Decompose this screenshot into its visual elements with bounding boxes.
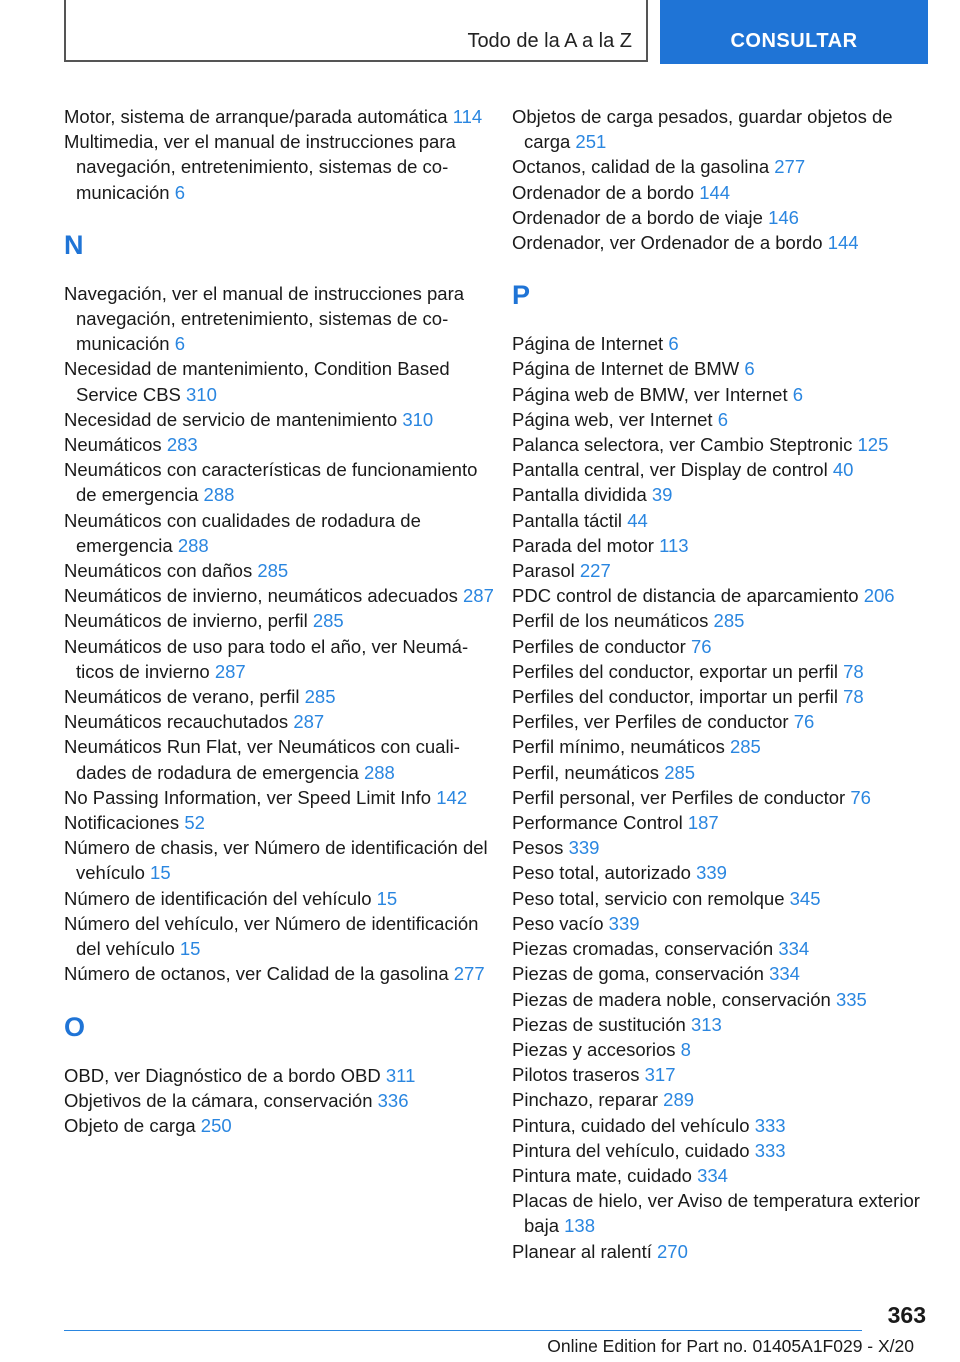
index-entry-text: Piezas cromadas, conservación [512,938,774,960]
page-reference-link[interactable]: 285 [664,761,696,783]
index-entry-text: Pesos [512,837,564,859]
index-entry-text: Número de octanos, ver Calidad de la gasolina [64,963,449,985]
index-entry-text: Neumáticos de invierno, neumáticos adecuados [64,585,458,607]
page-reference-link[interactable]: 114 [452,106,483,127]
index-entry-text: Página de Internet de BMW [512,358,740,380]
page-reference-link[interactable]: 76 [793,711,815,733]
page-number: 363 [887,1302,926,1328]
index-entry [512,205,924,230]
index-entry-text: Neumáticos Run Flat, ver Neumáticos con cualidades de rodadura de emergencia [64,736,460,783]
index-entry-text: OBD, ver Diagnóstico de a bordo OBD [64,1064,381,1086]
index-entry [512,961,924,986]
page-reference-link[interactable]: 311 [385,1064,416,1086]
page-reference-link[interactable]: 334 [778,938,810,960]
page-reference-link[interactable]: 287 [214,660,246,682]
index-entry-text: Neumáticos con daños [64,560,253,582]
page-reference-link[interactable]: 251 [575,131,607,153]
index-entry-text: Neumáticos con cualidades de rodadura de emergencia [64,509,421,556]
section-letter: N [64,229,84,260]
index-entry [64,608,494,633]
index-entry-text: Necesidad de mantenimiento, Condition Based Service CBS [64,358,450,405]
index-entry [512,407,924,432]
page-reference-link[interactable]: 78 [843,686,864,708]
index-entry-text: Neumáticos recauchutados [64,711,289,733]
index-entry-text: Perfil personal, ver Perfiles de conductor [512,786,846,808]
page-reference-link[interactable]: 250 [200,1114,232,1136]
index-entry [512,180,924,205]
index-entry [512,987,924,1012]
index-entry-text: Pantalla táctil [512,509,623,531]
index-entry-text: Parasol [512,560,575,582]
page-reference-link[interactable]: 310 [402,408,434,430]
page-reference-link[interactable]: 52 [184,812,205,834]
index-entry-text: Neumáticos de verano, perfil [64,686,300,708]
index-entry [512,230,924,255]
page-reference-link[interactable]: 288 [203,484,235,506]
page-reference-link[interactable]: 333 [754,1114,786,1136]
index-entry [512,835,924,860]
tab-consult[interactable] [660,0,928,64]
page-reference-link[interactable]: 339 [568,837,600,859]
index-entry-text: Pantalla central, ver Display de control [512,459,828,481]
header-tabs [64,0,928,64]
index-entry-text: Piezas de madera noble, conservación [512,988,831,1010]
page-reference-link[interactable]: 287 [463,585,494,607]
index-entry [512,860,924,885]
page-reference-link[interactable]: 142 [436,786,468,808]
index-entry [64,634,494,684]
index-entry [64,407,494,432]
page-reference-link[interactable]: 313 [690,1013,722,1035]
index-entry [512,508,924,533]
index-entry-text: Número de identificación del vehículo [64,887,372,909]
index-entry [64,583,494,608]
page-reference-link[interactable]: 227 [579,560,611,582]
page-reference-link[interactable]: 6 [717,408,728,430]
index-entry [512,1037,924,1062]
index-entry [512,886,924,911]
index-entry-text: Parada del motor [512,534,654,556]
index-entry [64,1088,494,1113]
index-entry-text: Octanos, calidad de la gasolina [512,156,770,178]
index-entry-text: Pintura, cuidado del vehículo [512,1114,750,1136]
index-entry-text: Perfiles de conductor [512,635,686,657]
index-entry-text: Piezas de sustitución [512,1013,686,1035]
page-reference-link[interactable]: 285 [729,736,761,758]
page-reference-link[interactable]: 287 [293,711,325,733]
page-reference-link[interactable]: 8 [680,1038,691,1060]
index-entry [512,659,924,684]
page-reference-link[interactable]: 6 [744,358,755,380]
index-entry [64,886,494,911]
page-reference-link[interactable]: 78 [843,660,864,682]
index-entry [64,1063,494,1088]
page-reference-link[interactable]: 285 [713,610,745,632]
index-entry-text: Número del vehículo, ver Número de identificación del vehículo [64,912,479,960]
page-reference-link[interactable]: 277 [774,156,806,178]
index-entry [512,1113,924,1138]
index-entry [512,1012,924,1037]
page-reference-link[interactable]: 6 [792,383,804,405]
index-entry [64,508,494,558]
index-entry [512,583,924,608]
index-entry-text: Objeto de carga [64,1114,196,1136]
index-entry-text: Navegación, ver el manual de instrucciones para navegación, entretenimiento, sistemas de comunicación [64,282,465,355]
index-entry [512,1188,924,1238]
page-reference-link[interactable]: 288 [177,534,209,556]
index-entry-text: Planear al ralentí [512,1240,652,1262]
index-entry-text: Perfiles, ver Perfiles de conductor [512,711,789,733]
index-entry [512,936,924,961]
index-entry [64,129,494,205]
index-entry [512,1062,924,1087]
index-entry-text: Palanca selectora, ver Cambio Steptronic [512,434,853,456]
page-reference-link[interactable]: 285 [312,610,344,632]
index-entry-text: Peso total, autorizado [512,862,691,884]
page-reference-link[interactable]: 144 [827,232,859,254]
page-reference-link[interactable]: 15 [376,887,398,909]
section-letter: O [64,1011,86,1042]
index-entry [64,835,494,885]
page-reference-link[interactable]: 339 [608,912,640,934]
index-entry [64,432,494,457]
index-entry [512,331,924,356]
tab-consult-label: CONSULTAR [730,30,858,52]
index-entry-text: PDC control de distancia de aparcamiento [512,585,859,607]
page-reference-link[interactable]: 15 [150,862,171,884]
index-entry-text: Notificaciones [64,812,180,834]
index-entry-text: Perfil, neumáticos [512,761,660,783]
page-reference-link[interactable]: 310 [186,383,217,405]
index-entry-text: Multimedia, ver el manual de instrucciones para navegación, entretenimiento, sistemas de comunicación [64,131,456,203]
index-entry-text: Perfiles del conductor, exportar un perfil [512,660,838,682]
index-entry [512,634,924,659]
index-entry [512,382,924,407]
index-entry [512,1239,924,1264]
index-entry-text: Performance Control [512,812,683,834]
index-entry [64,356,494,406]
index-entry [64,810,494,835]
index-entry [512,356,924,381]
index-column-right [512,104,924,1264]
index-entry-text: Necesidad de servicio de mantenimiento [64,408,398,430]
page-reference-link[interactable]: 40 [832,459,854,481]
page-reference-link[interactable]: 125 [857,434,889,456]
index-entry-text: Peso total, servicio con remolque [512,887,785,909]
page-reference-link[interactable]: 144 [699,181,731,203]
index-entry-text: Peso vacío [512,912,604,934]
page-reference-link[interactable]: 283 [166,434,198,456]
index-entry-text: Página web, ver Internet [512,408,713,430]
index-entry [512,1138,924,1163]
index-entry-text: Perfil mínimo, neumáticos [512,736,725,758]
index-entry-text: Objetos de carga pesados, guardar objetos de carga [512,106,893,153]
page-reference-link[interactable]: 146 [768,206,799,228]
index-entry-text: Ordenador de a bordo de viaje [512,206,763,228]
index-entry-text: Perfil de los neumáticos [512,610,709,632]
index-column-left [64,104,494,1138]
index-entry-text: Neumáticos de invierno, perfil [64,610,308,632]
page-reference-link[interactable]: 76 [850,786,871,808]
index-entry [64,281,494,357]
index-entry [512,1087,924,1112]
index-entry [512,760,924,785]
page-reference-link[interactable]: 285 [304,686,336,708]
index-entry-text: Neumáticos de uso para todo el año, ver Neumáticos de invierno [64,635,469,682]
index-entry [512,457,924,482]
tab-index-label: Todo de la A a la Z [467,30,632,52]
page-reference-link[interactable]: 288 [363,761,395,783]
index-entry [64,104,494,129]
page-reference-link[interactable]: 339 [696,862,727,884]
page-reference-link[interactable]: 270 [657,1240,688,1262]
index-entry [512,558,924,583]
index-entry-text: Pilotos traseros [512,1064,640,1086]
index-entry-text: Pantalla dividida [512,484,647,506]
index-entry [512,911,924,936]
index-entry [64,457,494,507]
index-entry [512,709,924,734]
index-entry [512,1163,924,1188]
index-entry [64,785,494,810]
index-entry-text: Perfiles del conductor, importar un perfil [512,686,838,708]
index-entry-text: Placas de hielo, ver Aviso de temperatura exterior baja [512,1190,920,1237]
page-reference-link[interactable]: 277 [453,963,485,985]
index-entry-text: Número de chasis, ver Número de identificación del vehículo [64,837,488,884]
page-reference-link[interactable]: 138 [564,1215,595,1237]
index-entry [512,432,924,457]
tab-index[interactable] [64,0,648,62]
page-reference-link[interactable]: 333 [754,1139,786,1161]
page-reference-link[interactable]: 15 [179,938,201,960]
index-entry-text: Objetivos de la cámara, conservación [64,1089,373,1111]
index-entry [512,154,924,179]
index-entry-text: Motor, sistema de arranque/parada automática [64,106,448,127]
edition-footer: Online Edition for Part no. 01405A1F029 - X/20 [547,1336,914,1356]
page-reference-link[interactable]: 6 [174,333,186,355]
section-letter: P [512,280,531,311]
page-reference-link[interactable]: 6 [668,333,679,355]
index-entry [512,785,924,810]
index-entry [512,608,924,633]
index-entry [512,482,924,507]
index-entry [512,734,924,759]
index-entry [64,709,494,734]
page-reference-link[interactable]: 334 [769,963,800,985]
index-entry-text: Ordenador, ver Ordenador de a bordo [512,232,823,254]
index-entry [512,533,924,558]
page-reference-link[interactable]: 289 [663,1089,695,1111]
index-entry [64,684,494,709]
index-entry-text: Ordenador de a bordo [512,181,695,203]
page-reference-link[interactable]: 336 [377,1089,409,1111]
page-reference-link[interactable]: 187 [687,812,719,834]
page-reference-link[interactable]: 6 [174,181,186,203]
index-entry [64,558,494,583]
page-reference-link[interactable]: 335 [835,988,867,1010]
index-entry-text: Neumáticos [64,434,162,456]
index-entry-text: Página web de BMW, ver Internet [512,383,788,405]
index-entry-text: Piezas y accesorios [512,1038,676,1060]
index-entry-text: Página de Internet [512,333,664,355]
index-entry-text: Piezas de goma, conservación [512,963,764,985]
page-reference-link[interactable]: 285 [257,560,289,582]
index-entry-text: No Passing Information, ver Speed Limit Info [64,786,432,808]
index-entry [512,810,924,835]
page-reference-link[interactable]: 317 [644,1064,676,1086]
index-entry [64,961,494,986]
page-reference-link[interactable]: 334 [697,1164,728,1186]
index-entry [512,104,924,154]
page-reference-link[interactable]: 44 [627,509,648,531]
footer-divider [64,1330,862,1331]
index-entry-text: Pintura mate, cuidado [512,1164,692,1186]
index-entry [64,1113,494,1138]
index-entry [64,911,494,961]
page-reference-link[interactable]: 39 [651,484,673,506]
page-reference-link[interactable]: 113 [659,534,689,556]
index-entry-text: Pinchazo, reparar [512,1089,659,1111]
page-reference-link[interactable]: 206 [863,585,895,607]
page-reference-link[interactable]: 345 [789,887,821,909]
index-entry [512,684,924,709]
page-reference-link[interactable]: 76 [690,635,712,657]
index-entry-text: Neumáticos con características de funcionamiento de emergencia [64,459,478,506]
index-entry [64,734,494,784]
index-entry-text: Pintura del vehículo, cuidado [512,1139,750,1161]
